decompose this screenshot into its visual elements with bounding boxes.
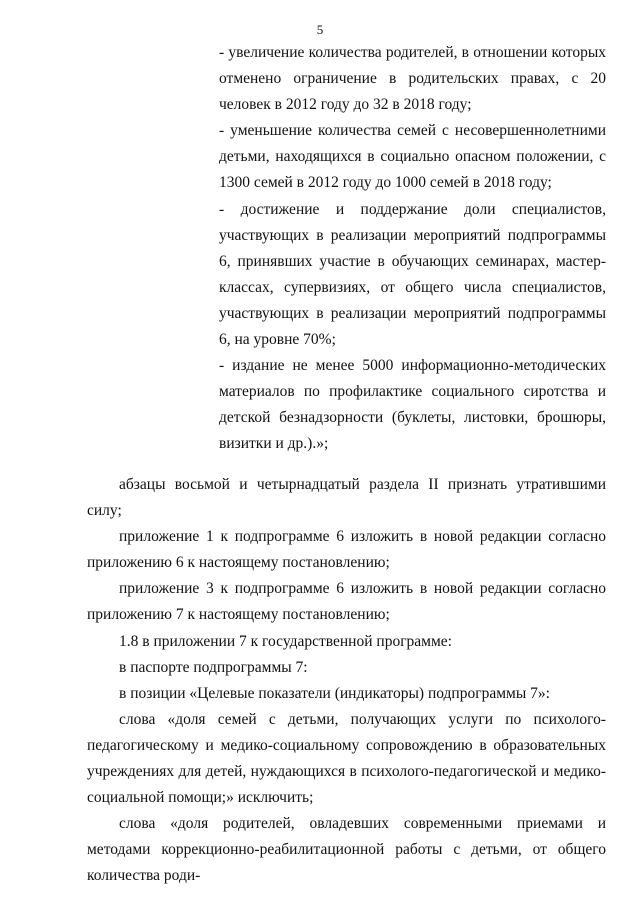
indicator-item: - издание не менее 5000 информационно-методических материалов по профилактике социального сиротства и детской безнадзорности (буклеты, листовки, брошюры, визитки и др.).»;	[219, 357, 606, 453]
paragraph: абзацы восьмой и четырнадцатый раздела II признать утратившими силу;	[87, 476, 606, 520]
paragraph: в паспорте подпрограммы 7:	[119, 658, 308, 676]
paragraph: в позиции «Целевые показатели (индикаторы) подпрограммы 7»:	[119, 684, 550, 702]
indicator-item: - уменьшение количества семей с несовершеннолетними детьми, находящихся в социально опасном положении, с 1300 семей в 2012 году до 1000 семей в 2018 году;	[219, 122, 606, 192]
paragraph: 1.8 в приложении 7 к государственной программе:	[119, 632, 452, 650]
paragraph: слова «доля родителей, овладевших современными приемами и методами коррекционно-реабилитационной работы с детьми, от общего количества роди-	[87, 815, 606, 885]
paragraph: слова «доля семей с детьми, получающих услуги по психолого-педагогическому и медико-социальному сопровождению в образовательных учреждениях для детей, нуждающихся в психолого-педагогической и медико-социальной помощи;» исключить;	[87, 710, 606, 807]
indicator-list	[219, 40, 606, 458]
paragraph: приложение 3 к подпрограмме 6 изложить в новой редакции согласно приложению 7 к настоящему постановлению;	[87, 580, 606, 624]
main-text	[87, 472, 606, 890]
indicator-item: - достижение и поддержание доли специалистов, участвующих в реализации мероприятий подпрограммы 6, принявших участие в обучающих семинарах, мастер-классах, супервизиях, от общего числа специалистов, участвующих в реализации мероприятий подпрограммы 6, на уровне 70%;	[219, 200, 606, 349]
paragraph: приложение 1 к подпрограмме 6 изложить в новой редакции согласно приложению 6 к настоящему постановлению;	[87, 528, 606, 572]
indicator-item: - увеличение количества родителей, в отношении которых отменено ограничение в родительских правах, с 20 человек в 2012 году до 32 в 2018 году;	[219, 44, 606, 114]
page-number: 5	[316, 22, 324, 37]
